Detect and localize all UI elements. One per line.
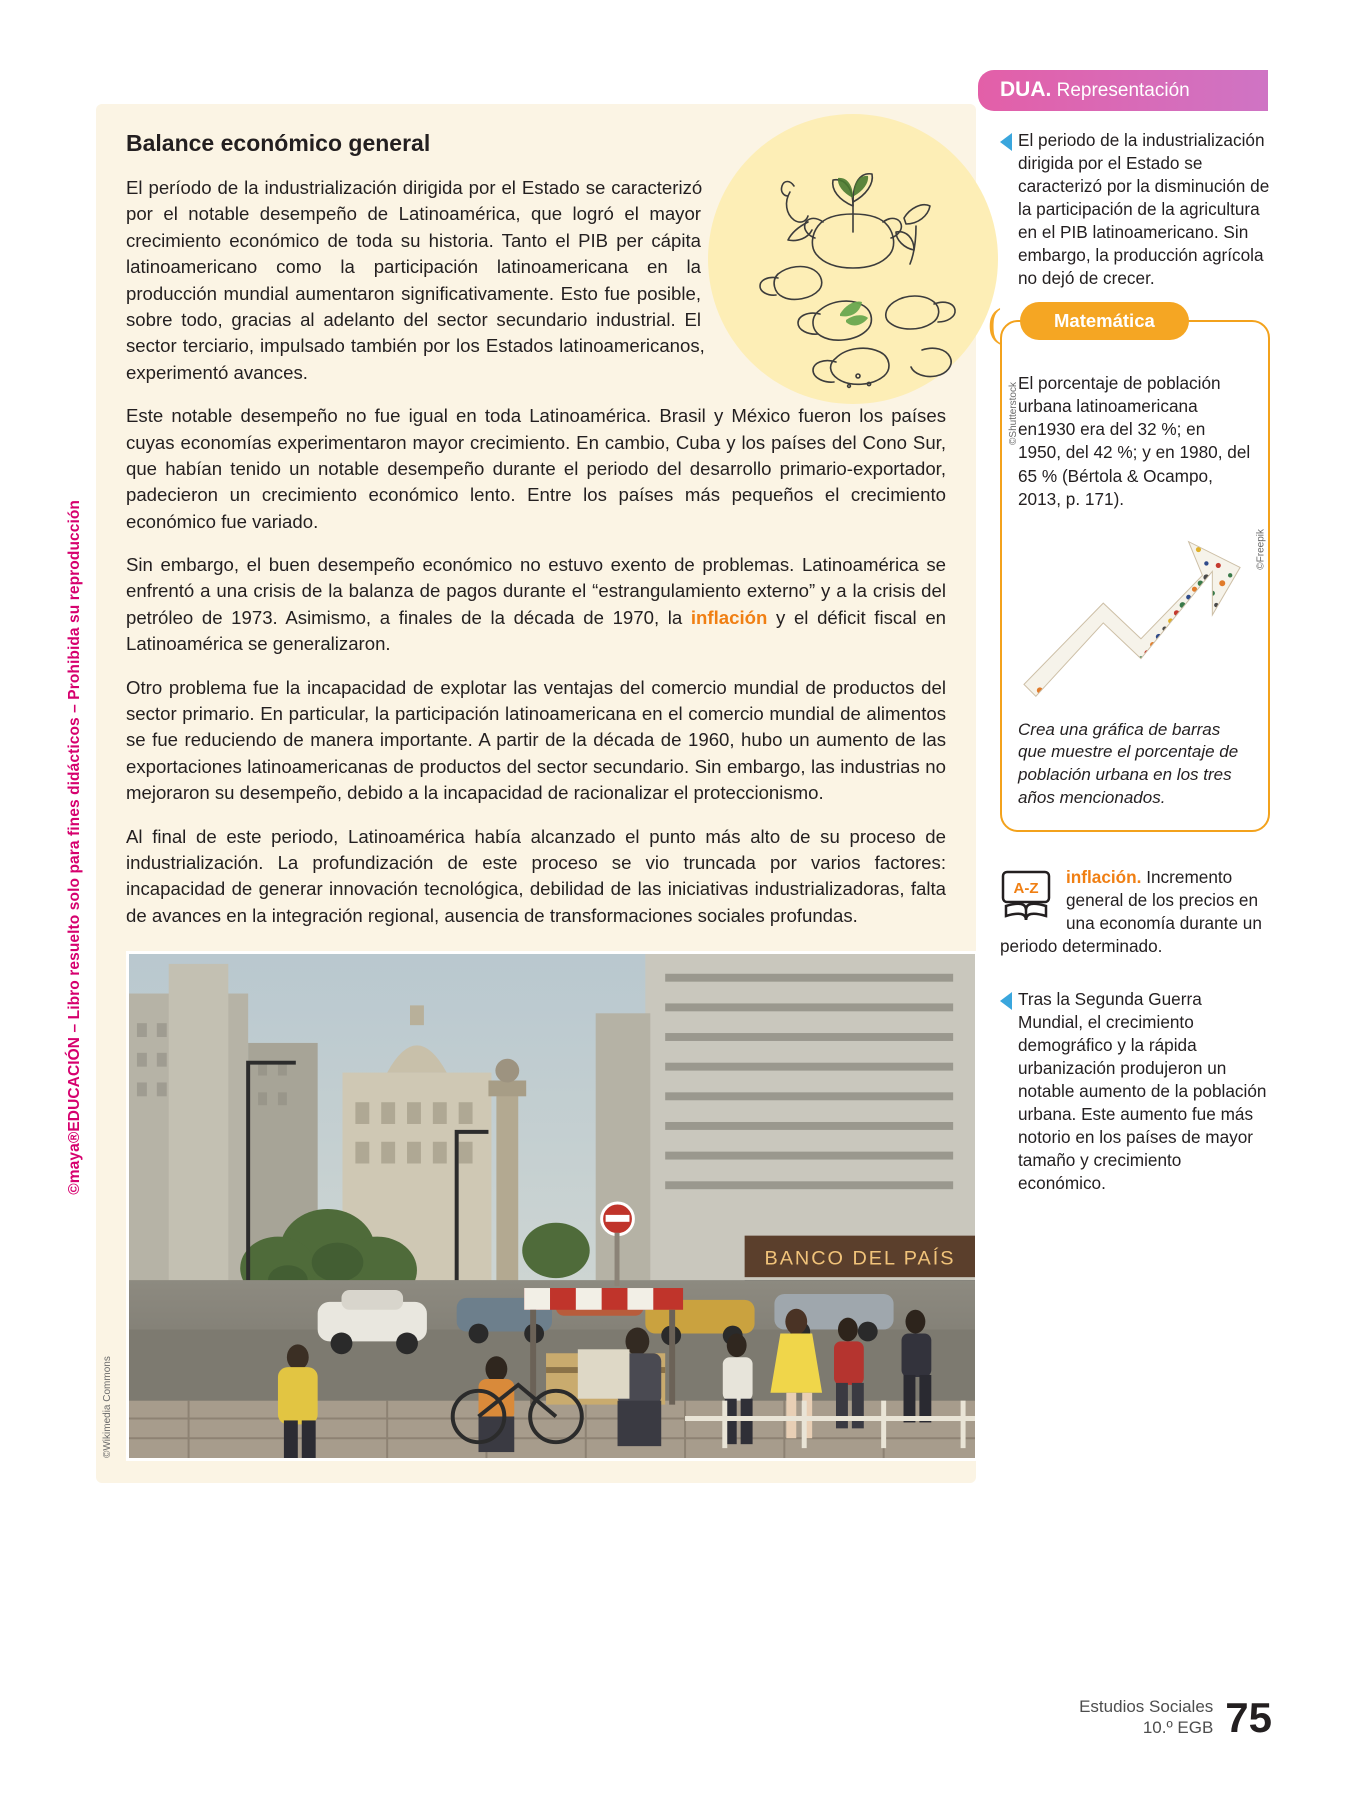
glossary-term: inflación. [1066,866,1142,887]
figure-credit: ©Freepik [1256,528,1267,570]
paragraph-2: Este notable desempeño no fue igual en toda Latinoamérica. Brasil y México fueron los países cuyas economías experimentaron mayor crecimiento. En cambio, Cuba y los países del Cono Sur, que habían tenido un notable desempeño durante el periodo del desarrollo primario-exportador, padecieron un crecimiento económico lento. Entre los países más pequeños el crecimiento económico fue variado. [126,405,946,532]
matematica-pill-label: Matemática [1020,302,1189,340]
bottom-side-note [1000,988,1270,1195]
dua-note-text: El periodo de la industrialización dirigida por el Estado se caracterizó por la disminución de la participación de la agricultura en el PIB latinoamericano. Sin embargo, la producción agrícola no dejó de crecer. [1018,130,1270,289]
paragraph-1: El período de la industrialización dirigida por el Estado se caracterizó por el notable desempeño de Latinoamérica, que logró el mayor crecimiento económico de toda su historia. Tanto el PIB per cápita latinoamericano como la participación latinoamericana en la producción mundial aumentaron significativamente. Esto fue posible, sobre todo, gracias al adelanto del sector secundario industrial. El sector terciario, impulsado también por los Estados latinoamericanos, experimentó avances. [126,177,705,383]
matematica-text: El porcentaje de población urbana latinoamericana en1930 era del 32 %; en 1950, del 42 %; y en 1980, del 65 % (Bértola & Ocampo, 2013, p. 171). [1018,373,1251,509]
dictionary-az-icon [1000,868,1056,924]
glossary-entry [1000,866,1270,958]
svg-text:A-Z: A-Z [1013,879,1039,897]
paragraph-3-after: y el déficit fiscal en Latinoamérica se generalizaron. [126,606,946,655]
svg-text:BANCO DEL PAÍS: BANCO DEL PAÍS [764,1247,956,1270]
bracket-c-icon: ( [988,300,1002,346]
growth-arrow-figure [1018,519,1267,709]
paragraph-3-with-highlight [126,552,946,658]
matematica-card [988,300,1270,831]
paragraph-5: Al final de este periodo, Latinoamérica había alcanzado el punto más alto de su proceso de industrialización. La profundización de este proceso se vio truncada por varios factores: incapacidad de generar innovación tecnológica, debilidad de las iniciativas industrializadoras, falta de avances en la integración regional, ausencia de transformaciones sociales profundas. [126,825,946,926]
article-block [96,104,1019,1483]
page-number: 75 [1225,1694,1272,1742]
illustration-credit: ©Shutterstock [1008,382,1019,445]
paragraph-3-before: Sin embargo, el buen desempeño económico no estuvo exento de problemas. Latinoamérica se enfrentó a una crisis de la balanza de pagos durante el “estrangulamiento externo” y a la crisis del petróleo de 1973. Asimismo, a finales de la década de 1970, la [126,554,946,628]
dua-badge [978,70,1268,111]
bottom-side-note-text: Tras la Segunda Guerra Mundial, el crecimiento demográfico y la rápida urbanización produjeron un notable aumento de la población urbana. Este aumento fue más notorio en los países de mayor tamaño y crecimiento económico. [1018,988,1267,1194]
dua-note [1000,129,1270,290]
city-photograph [102,951,978,1461]
footer-subject-line1: Estudios Sociales [1079,1697,1214,1717]
inflacion-highlight: inflación [690,606,768,628]
main-content-column [96,104,1019,1483]
triangle-bullet-icon-2 [1000,992,1012,1010]
dua-badge-strong: DUA. [1000,78,1052,101]
dua-badge-rest: Representación [1051,80,1190,101]
hands-seedling-illustration [708,114,1019,445]
glossary-definition: Incremento general de los precios en una economía durante un periodo determinado. [1000,866,1262,956]
page-footer [1079,1694,1272,1742]
matematica-caption: Crea una gráfica de barras que muestre el porcentaje de población urbana en los tres años mencionados. [1018,719,1239,807]
footer-subject-line2: 10.º EGB [1142,1717,1214,1737]
photo-credit: ©Wikimedia Commons [102,1356,113,1459]
right-sidebar [988,70,1270,1195]
triangle-bullet-icon [1000,133,1012,151]
paragraph-4: Otro problema fue la incapacidad de explotar las ventajas del comercio mundial de productos del sector primario. En particular, la participación latinoamericana en el comercio mundial de alimentos se fue reduciendo de manera importante. A partir de la década de 1960, hubo un aumento de las exportaciones latinoamericanas de productos del sector secundario. Sin embargo, las industrias no mejoraron su desempeño, debido a la incapacidad de racionalizar el proteccionismo. [126,676,946,804]
footer-subject [1079,1697,1213,1738]
vertical-copyright-credit: ©maya®EDUCACIÓN – Libro resuelto solo para fines didácticos – Prohibida su reproducción [66,500,83,1195]
page-title: Balance económico general [126,130,431,156]
